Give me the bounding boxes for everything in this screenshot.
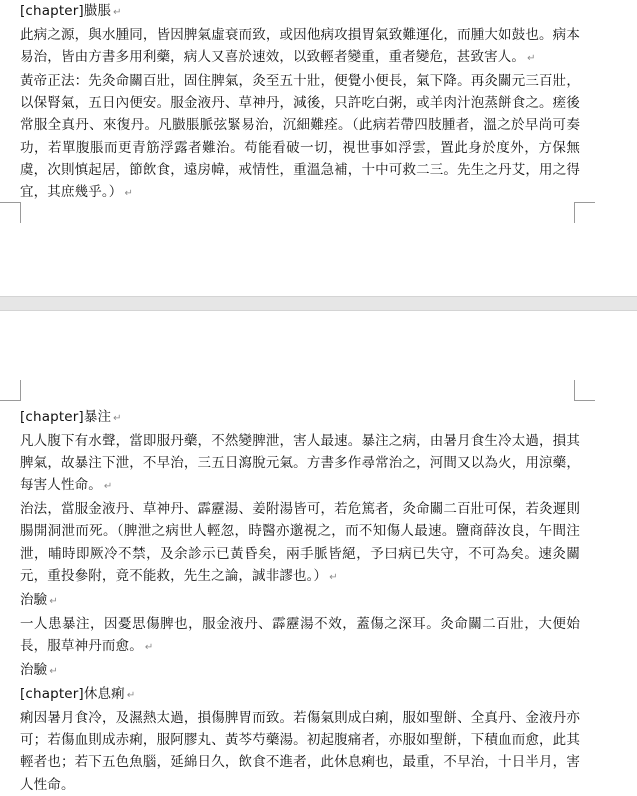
paragraph-mark-icon: ↵ <box>113 413 122 424</box>
chapter-heading[interactable]: [chapter]休息痢 ↵ <box>20 686 136 703</box>
page-corner-mark-top-right <box>574 380 595 401</box>
subheading[interactable]: 治驗 ↵ <box>20 662 58 679</box>
paragraph[interactable]: 凡人腹下有水聲，當即服丹藥，不然變脾泄，害人最速。暴注之病，由暑月食生冷太過，損其脾氣，故暴注下泄，不早治，三五日瀉脫元氣。方書多作尋常治之，河間又以為火，用涼藥，每害人性命。 ↵ <box>20 433 580 494</box>
paragraph-mark-icon: ↵ <box>49 595 58 607</box>
page-corner-mark-bottom-left <box>0 202 21 223</box>
chapter-heading[interactable]: [chapter]臌脹 ↵ <box>20 3 122 19</box>
page-corner-mark-bottom-right <box>574 202 595 223</box>
page-1-body <box>20 0 580 205</box>
paragraph[interactable]: 痢因暑月食冷，及濕熱太過，損傷脾胃而致。若傷氣則成白痢，服如聖餅、全真丹、金液丹亦可；若傷血則成赤痢，服阿膠丸、黃芩芍藥湯。初起腹痛者，亦服如聖餅，下積血而愈，此其輕者也；若下五色魚腦，延綿日久，飲食不進者，此休息痢也，最重，不早治，十日半月，害人性命。 <box>20 710 580 793</box>
page-corner-mark-top-left <box>0 380 21 401</box>
chapter-heading[interactable]: [chapter]暴注 ↵ <box>20 409 122 425</box>
paragraph-mark-icon: ↵ <box>144 641 154 653</box>
paragraph-mark-icon: ↵ <box>103 481 113 493</box>
page-gap <box>0 296 637 311</box>
paragraph[interactable]: 黃帝正法：先灸命關百壯，固住脾氣，灸至五十壯，便覺小便長，氣下降。再灸關元三百壯，以保腎氣，五日內便安。服金液丹、草神丹，減後，只許吃白粥，或羊肉汁泡蒸餅食之。瘥後常服全真丹、來復丹。凡臌脹脈弦緊易治，沉細難痊。（此病若帶四肢腫者，溫之於早尚可奏功，若單腹脹而更青筋浮露者難治。苟能看破一切，視世事如浮雲，置此身於度外，方保無虞，次則慎起居，節飲食，遠房幃，戒情性，重溫急補，十中可救二三。先生之丹艾，用之得宜，其庶幾乎。） ↵ <box>20 73 580 200</box>
paragraph-mark-icon: ↵ <box>49 666 58 678</box>
paragraph[interactable]: 一人患暴注，因憂思傷脾也，服金液丹、霹靂湯不效，蓋傷之深耳。灸命關二百壯，大便始長，服草神丹而愈。 ↵ <box>20 615 580 654</box>
page-2-body <box>20 406 580 796</box>
paragraph[interactable]: 此病之源，與水腫同，皆因脾氣虛衰而致，或因他病攻損胃氣致難運化，而腫大如鼓也。病本易治，皆由方書多用利藥，病人又喜於速效，以致輕者變重，重者變危，甚致害人。 ↵ <box>20 27 580 66</box>
paragraph-mark-icon: ↵ <box>126 690 136 702</box>
paragraph-mark-icon: ↵ <box>124 187 133 199</box>
paragraph[interactable]: 治法，當服金液丹、草神丹、霹靂湯、姜附湯皆可，若危篤者，灸命關二百壯可保，若灸遲則腸開洞泄而死。（脾泄之病世人輕忽，時醫亦邈視之，而不知傷人最速。鹽商薛汝良，午間注泄，晡時即厥冷不禁，及余診示已黃昏矣，兩手脈皆絕，予曰病已失守，不可為矣。速灸關元，重投參附，竟不能救，先生之論，誠非謬也。） ↵ <box>20 501 580 584</box>
document-page-1 <box>0 0 637 296</box>
paragraph-mark-icon: ↵ <box>527 53 536 65</box>
paragraph-mark-icon: ↵ <box>329 571 338 583</box>
paragraph-mark-icon: ↵ <box>113 7 122 18</box>
document-page-2 <box>0 311 637 793</box>
subheading[interactable]: 治驗 ↵ <box>20 591 58 608</box>
